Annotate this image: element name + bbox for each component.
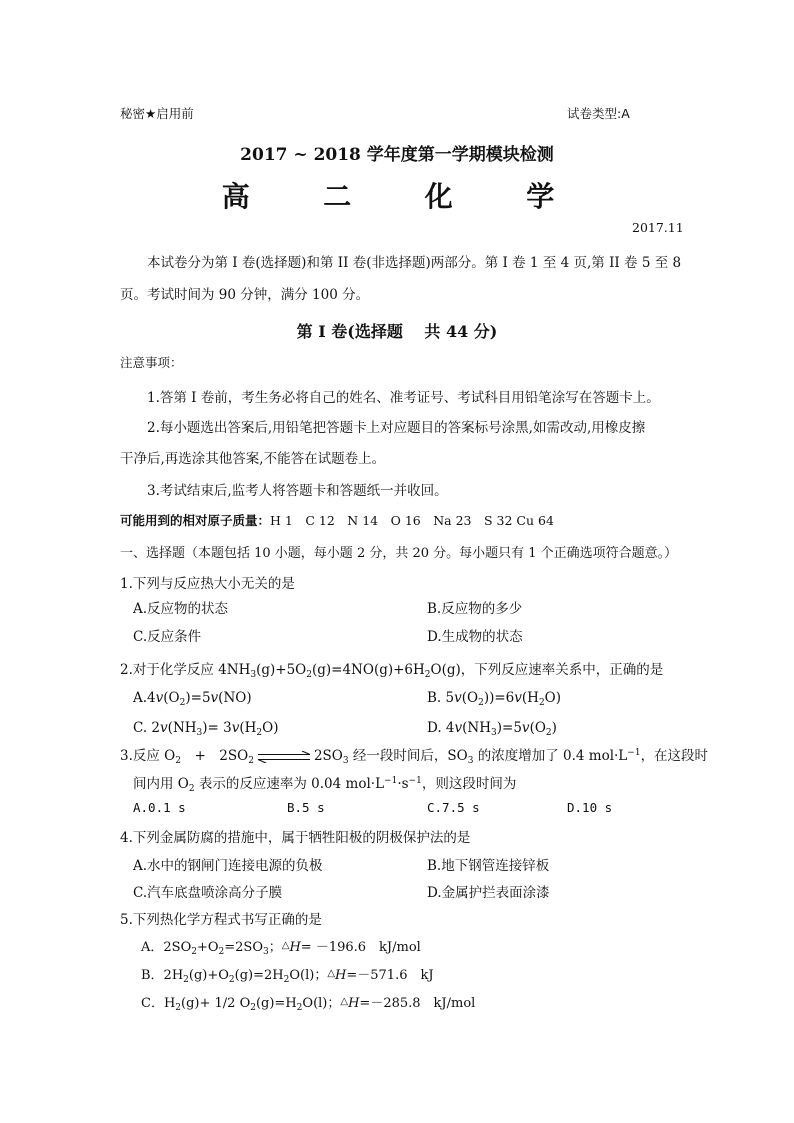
q2-option-c: C. $2v(NH_3)= 3v(H_2O)$ <box>133 720 279 738</box>
q1-option-a: A.反应物的状态 <box>133 601 229 617</box>
q5-stem: 5.下列热化学方程式书写正确的是 <box>120 912 322 928</box>
intro-line-2: 页。考试时间为 90 分钟，满分 100 分。 <box>120 287 370 303</box>
q2-option-d: D. $4v(NH_3)=5v(O_2)$ <box>427 720 557 738</box>
q4-option-b: B.地下钢管连接锌板 <box>427 858 550 874</box>
q3-option-d: D.10 s <box>567 800 613 815</box>
q4-stem: 4.下列金属防腐的措施中，属于牺牲阳极的阴极保护法的是 <box>120 830 471 846</box>
part1-heading: 一、选择题（本题包括 10 小题，每小题 2 分，共 20 分。每小题只有 1 个正确选项符合题意。） <box>120 546 678 561</box>
q5-option-a: A．$2SO_2+O_2=2SO_3$；△H= －196.6 kJ/mol <box>141 940 421 957</box>
atomic-mass-line <box>120 511 554 529</box>
q1-option-b: B.反应物的多少 <box>427 601 523 617</box>
q1-option-d: D.生成物的状态 <box>427 629 523 645</box>
q2-stem: 2.对于化学反应 $4NH_3(g)+5O_2(g)=4NO(g)+6H_2O(g)$，下列反应速率关系中，正确的是 <box>120 662 664 680</box>
q4-option-c: C.汽车底盘喷涂高分子膜 <box>133 885 283 901</box>
q4-option-d: D.金属护拦表面涂漆 <box>427 885 550 901</box>
q1-option-c: C.反应条件 <box>133 629 202 645</box>
section-title: 第 I 卷(选择题 共 44 分) <box>296 322 498 341</box>
atomic-mass-values: H 1 C 12 N 14 O 16 Na 23 S 32 Cu 64 <box>270 513 554 528</box>
intro-line-1: 本试卷分为第 I 卷(选择题)和第 II 卷(非选择题)两部分。第 I 卷 1 至 4 页,第 II 卷 5 至 8 <box>147 255 682 271</box>
q3-stem-line-2: 间内用 $O_2$ 表示的反应速率为 0.04 $mol\cdot L^{-1}\cdot s^{-1}$，则这段时间为 <box>133 776 517 794</box>
paper-type-label: 试卷类型:A <box>567 106 630 121</box>
note-2a: 2.每小题选出答案后,用铅笔把答题卡上对应题目的答案标号涂黑,如需改动,用橡皮擦 <box>147 420 646 436</box>
q4-option-a: A.水中的钢闸门连接电源的负极 <box>133 858 323 874</box>
q3-option-b: B.5 s <box>287 800 325 815</box>
note-3: 3.考试结束后,监考人将答题卡和答题纸一并收回。 <box>147 483 448 499</box>
q3-option-c: C.7.5 s <box>427 800 480 815</box>
year-title: 2017 ~ 2018 学年度第一学期模块检测 <box>240 145 554 165</box>
q3-option-a: A.0.1 s <box>133 800 186 815</box>
q5-option-b: B．$2H_2(g)+O_2(g)=2H_2O(l)$；△H=－571.6 kJ <box>141 968 434 985</box>
note-1: 1.答第 I 卷前，考生务必将自己的姓名、准考证号、考试科目用铅笔涂写在答题卡上。 <box>147 390 660 406</box>
q2-option-b: B. $5v(O_2))=6v(H_2O)$ <box>427 690 562 708</box>
atomic-mass-label: 可能用到的相对原子质量： <box>120 513 271 528</box>
q1-stem: 1.下列与反应热大小无关的是 <box>120 576 295 592</box>
q5-option-c: C．$H_2(g)+ 1/2$ $O_2(g)=H_2O(l)$；△H=－285.8 kJ/mol <box>141 996 476 1013</box>
confidential-label: 秘密★启用前 <box>120 106 194 121</box>
reversible-arrow-icon <box>256 751 312 763</box>
q3-stem-line-1: 3.反应 $O_2$ + $2SO_2$ $2SO_3$ 经一段时间后，$SO_3$ 的浓度增加了 0.4 $mol\cdot L^{-1}$，在这段时 <box>120 748 709 766</box>
q2-option-a: $A.4v(O_2)=5v(NO)$ <box>133 690 252 708</box>
subject-title: 高 二 化 学 <box>221 180 573 213</box>
exam-date: 2017.11 <box>632 220 684 235</box>
notes-heading: 注意事项： <box>120 355 183 370</box>
note-2b: 干净后,再选涂其他答案,不能答在试题卷上。 <box>120 451 386 467</box>
